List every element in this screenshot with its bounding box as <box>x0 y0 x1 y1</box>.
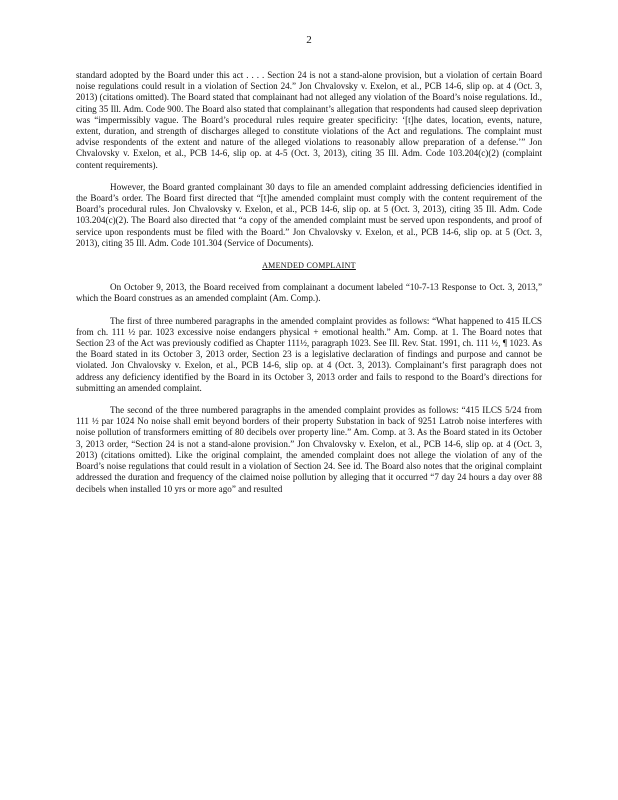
body-text <box>76 70 542 495</box>
paragraph-first-numbered: The first of three numbered paragraphs in the amended complaint provides as follows: “What happened to 415 ILCS from ch. 111 ½ par. 1023 excessive noise endangers physical + emotional health.” Am. Comp. at 1. The Board notes that Section 23 of the Act was previously codified as Chapter 111½, paragraph 1023. See Ill. Rev. Stat. 1991, ch. 111 ½, ¶ 1023. As the Board stated in its October 3, 2013 order, Section 23 is a legislative declaration of findings and purpose and cannot be violated. Jon Chvalovsky v. Exelon, et al., PCB 14-6, slip op. at 4 (Oct. 3, 2013). Complainant’s first paragraph does not address any deficiency identified by the Board in its October 3, 2013 order and fails to respond to the Board’s directions for submitting an amended complaint. <box>76 315 542 393</box>
paragraph-amended-complaint-received: On October 9, 2013, the Board received from complainant a document labeled “10-7-13 Response to Oct. 3, 2013,” which the Board construes as an amended complaint (Am. Comp.). <box>76 282 542 304</box>
paragraph-gap <box>76 305 542 316</box>
section-heading <box>76 260 542 271</box>
page-number: 2 <box>306 34 312 46</box>
paragraph-section-24: standard adopted by the Board under this act . . . . Section 24 is not a stand-alone provision, but a violation of certain Board noise regulations could result in a violation of Section 24.” Jon Chvalovsky v. Exelon, et al., PCB 14-6, slip op. at 4 (Oct. 3, 2013) (citations omitted). The Board stated that complainant had not alleged any violation of the Board’s noise regulations. Id., citing 35 Ill. Adm. Code 900. The Board also stated that complainant’s allegation that respondents had caused sleep deprivation was “impermissibly vague. The Board’s procedural rules require greater specificity: ‘[t]he dates, location, events, nature, extent, duration, and strength of discharges alleged to constitute violations of the Act and regulations. The complaint must advise respondents of the extent and nature of the alleged violations to reasonably allow preparation of a defense.’” Jon Chvalovsky v. Exelon, et al., PCB 14-6, slip op. at 4-5 (Oct. 3, 2013), citing 35 Ill. Adm. Code 103.204(c)(2) (complaint content requirements). <box>76 70 542 170</box>
paragraph-gap <box>76 249 542 260</box>
paragraph-second-numbered: The second of the three numbered paragraphs in the amended complaint provides as follows: “415 ILCS 5/24 from 111 ½ par 1024 No noise shall emit beyond borders of their property Substation in back of 9251 Latrob noise interferes with noise pollution of transformers emitting of 80 decibels over property line.” Am. Comp. at 3. As the Board stated in its October 3, 2013 order, “Section 24 is not a stand-alone provision.” Jon Chvalovsky v. Exelon, et al., PCB 14-6, slip op. at 4 (Oct. 3, 2013) (citations omitted). Like the original complaint, the amended complaint does not allege the violation of any of the Board’s noise regulations that could result in a violation of Section 24. See id. The Board also notes that the original complaint addressed the duration and frequency of the claimed noise pollution by alleging that it occurred “7 day 24 hours a day over 88 decibels when installed 10 yrs or more ago” and resulted <box>76 405 542 494</box>
section-heading-text: AMENDED COMPLAINT <box>262 261 356 271</box>
paragraph-gap <box>76 171 542 182</box>
paragraph-gap <box>76 394 542 405</box>
paragraph-leave-to-amend: However, the Board granted complainant 30 days to file an amended complaint addressing deficiencies identified in the Board’s order. The Board first directed that “[t]he amended complaint must comply with the content requirement of the Board’s procedural rules. Jon Chvalovsky v. Exelon, et al., PCB 14-6, slip op. at 5 (Oct. 3, 2013), citing 35 Ill. Adm. Code 103.204(c)(2). The Board also directed that “a copy of the amended complaint must be served upon respondents, and proof of service upon respondents must be filed with the Board.” Jon Chvalovsky v. Exelon, et al., PCB 14-6, slip op. at 5 (Oct. 3, 2013), citing 35 Ill. Adm. Code 101.304 (Service of Documents). <box>76 181 542 248</box>
paragraph-gap <box>76 271 542 282</box>
